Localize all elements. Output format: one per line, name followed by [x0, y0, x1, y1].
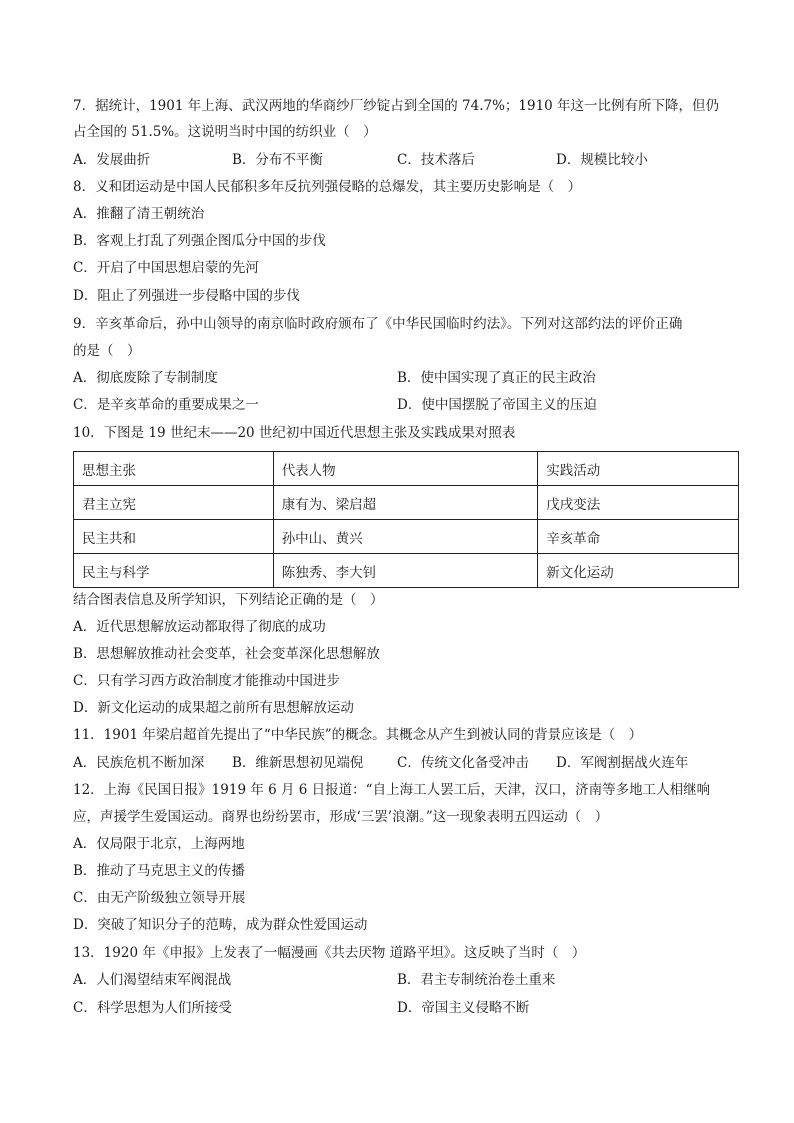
question-9-stem-line-2: 的是（ ） [73, 343, 141, 359]
question-12-option-a: A．仅局限于北京，上海两地 [73, 836, 245, 852]
table-header-cell: 实践活动 [538, 452, 739, 486]
question-9-option-c: C．是辛亥革命的重要成果之一 [73, 397, 259, 413]
question-7-option-d: D．规模比较小 [556, 152, 648, 168]
table-row [74, 486, 739, 520]
table-cell: 新文化运动 [538, 554, 739, 588]
question-11-option-d: D．军阀割据战火连年 [556, 755, 689, 771]
table-cell: 孙中山、黄兴 [273, 520, 538, 554]
question-10-option-d: D．新文化运动的成果超之前所有思想解放运动 [73, 700, 354, 716]
table-cell: 戊戌变法 [538, 486, 739, 520]
question-9-stem-line-1: 9．辛亥革命后，孙中山领导的南京临时政府颁布了《中华民国临时约法》。下列对这部约法的评价正确 [73, 316, 683, 332]
question-8-option-a: A．推翻了清王朝统治 [73, 206, 205, 222]
question-12-stem-line-2: 应，声援学生爱国运动。商界也纷纷罢市，形成‘三罢’浪潮。”这一现象表明五四运动（ ） [73, 809, 609, 825]
question-13-option-a: A．人们渴望结束军阀混战 [73, 972, 232, 988]
table-cell: 辛亥革命 [538, 520, 739, 554]
question-8-option-d: D．阻止了列强进一步侵略中国的步伐 [73, 288, 300, 304]
table-row [74, 554, 739, 588]
question-11-stem: 11．1901 年梁启超首先提出了“中华民族”的概念。其概念从产生到被认同的背景应该是（ ） [73, 727, 643, 743]
table-header-cell: 思想主张 [74, 452, 274, 486]
question-10-stem: 10．下图是 19 世纪末——20 世纪初中国近代思想主张及实践成果对照表 [73, 425, 516, 441]
question-11-option-a: A．民族危机不断加深 [73, 755, 205, 771]
question-13-option-c: C．科学思想为人们所接受 [73, 1000, 232, 1016]
question-12-stem-line-1: 12．上海《民国日报》1919 年 6 月 6 日报道：“自上海工人罢工后，天津，汉口，济南等多地工人相继响 [73, 782, 711, 798]
question-13-option-d: D．帝国主义侵略不断 [397, 1000, 530, 1016]
question-13-stem: 13．1920 年《申报》上发表了一幅漫画《共去厌物 道路平坦》。这反映了当时（ ） [73, 945, 586, 961]
question-8-option-c: C．开启了中国思想启蒙的先河 [73, 260, 259, 276]
question-9-option-a: A．彻底废除了专制制度 [73, 370, 218, 386]
question-7-option-a: A．发展曲折 [73, 152, 151, 168]
question-10-option-c: C．只有学习西方政治制度才能推动中国进步 [73, 673, 340, 689]
question-8-stem: 8．义和团运动是中国人民郁积多年反抗列强侵略的总爆发，其主要历史影响是（ ） [73, 179, 582, 195]
table-cell: 康有为、梁启超 [273, 486, 538, 520]
table-header-row [74, 452, 739, 486]
question-9-option-d: D．使中国摆脱了帝国主义的压迫 [397, 397, 597, 413]
table-header-cell: 代表人物 [273, 452, 538, 486]
question-7-stem-line-2: 占全国的 51.5%。这说明当时中国的纺织业（ ） [73, 124, 377, 140]
question-11-option-b: B．维新思想初见端倪 [232, 755, 364, 771]
question-10-option-a: A．近代思想解放运动都取得了彻底的成功 [73, 619, 326, 635]
table-cell: 陈独秀、李大钊 [273, 554, 538, 588]
question-11-option-c: C．传统文化备受冲击 [397, 755, 529, 771]
comparison-table [73, 451, 739, 588]
question-12-option-d: D．突破了知识分子的范畴，成为群众性爱国运动 [73, 917, 368, 933]
table-cell: 民主共和 [74, 520, 274, 554]
question-12-option-b: B．推动了马克思主义的传播 [73, 863, 245, 879]
table-cell: 君主立宪 [74, 486, 274, 520]
question-13-option-b: B．君主专制统治卷土重来 [397, 972, 556, 988]
question-9-option-b: B．使中国实现了真正的民主政治 [397, 370, 596, 386]
question-7-stem-line-1: 7．据统计，1901 年上海、武汉两地的华商纱厂纱锭占到全国的 74.7%；1910 年这一比例有所下降，但仍 [73, 98, 720, 114]
question-8-option-b: B．客观上打乱了列强企图瓜分中国的步伐 [73, 233, 326, 249]
question-7-option-c: C．技术落后 [397, 152, 475, 168]
question-12-option-c: C．由无产阶级独立领导开展 [73, 890, 246, 906]
table-cell: 民主与科学 [74, 554, 274, 588]
question-7-option-b: B．分布不平衡 [232, 152, 323, 168]
question-10-option-b: B．思想解放推动社会变革，社会变革深化思想解放 [73, 646, 380, 662]
question-10-prompt: 结合图表信息及所学知识，下列结论正确的是（ ） [73, 592, 384, 608]
table-row [74, 520, 739, 554]
